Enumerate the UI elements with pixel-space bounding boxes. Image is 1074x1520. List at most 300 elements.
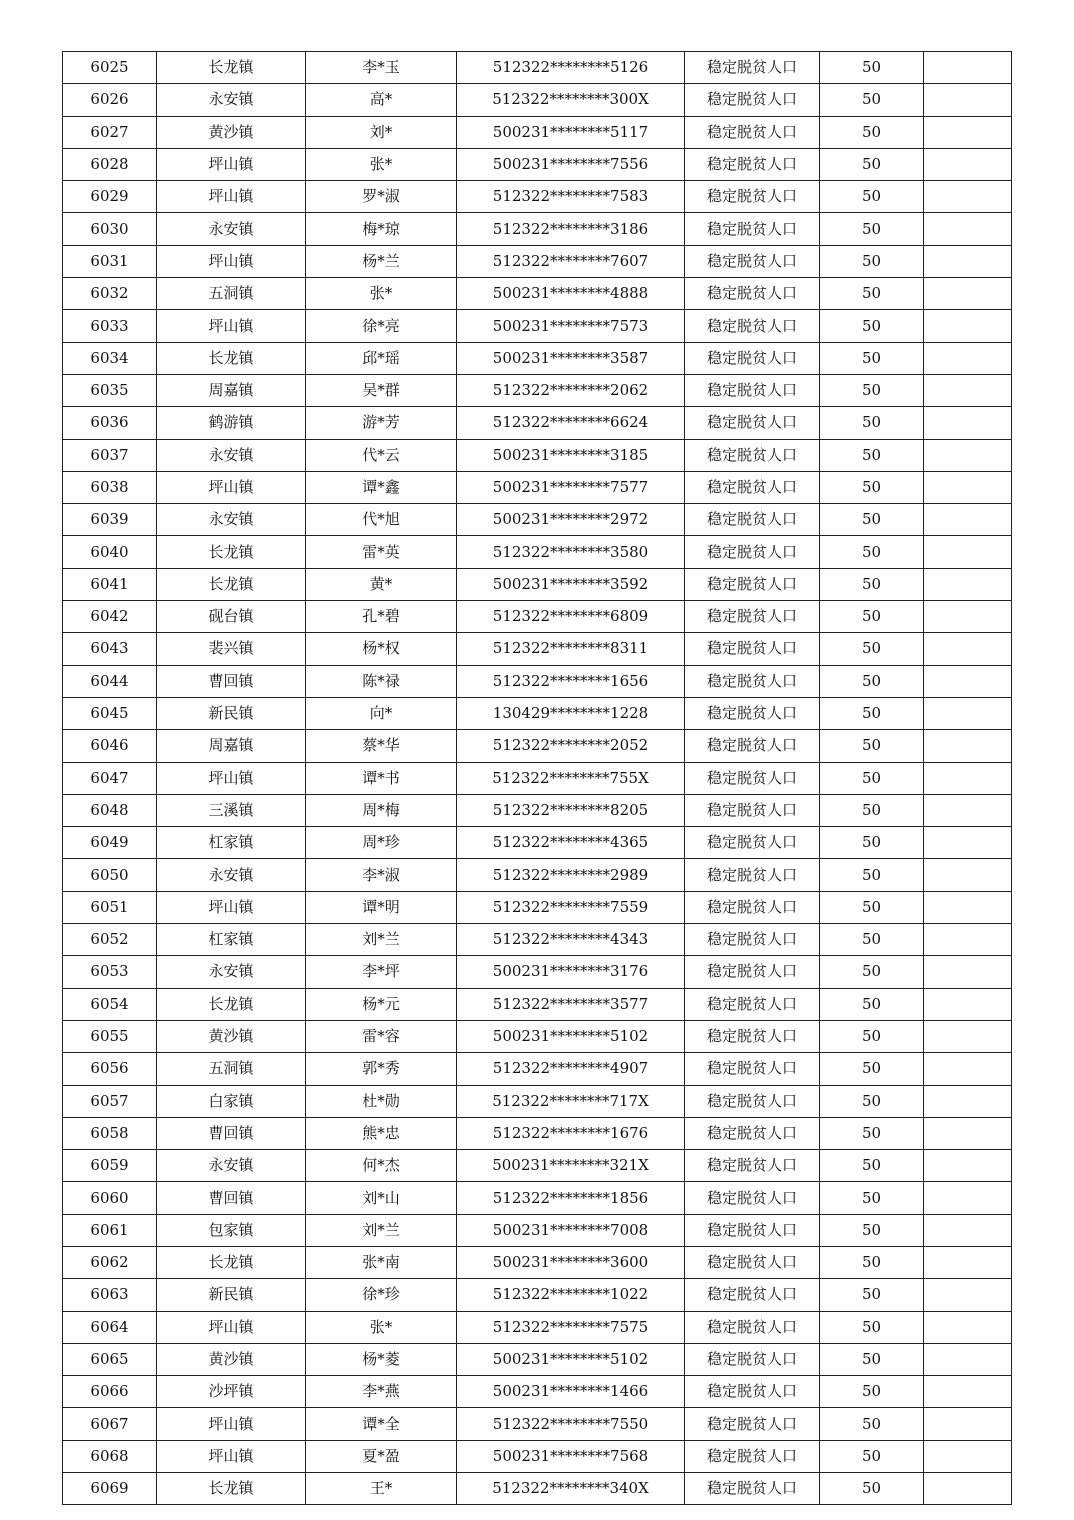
- name-cell: 代*旭: [306, 504, 457, 536]
- name-cell: 张*南: [306, 1246, 457, 1278]
- town-cell: 坪山镇: [157, 148, 306, 180]
- town-cell: 包家镇: [157, 1214, 306, 1246]
- table-row: [63, 762, 1012, 794]
- category-cell: 稳定脱贫人口: [685, 1020, 820, 1052]
- remark-cell: [924, 665, 1012, 697]
- town-cell: 长龙镇: [157, 52, 306, 84]
- town-cell: 坪山镇: [157, 1311, 306, 1343]
- amount-cell: 50: [820, 1246, 924, 1278]
- table-row: [63, 407, 1012, 439]
- table-row: [63, 1150, 1012, 1182]
- remark-cell: [924, 859, 1012, 891]
- id-number-cell: 512322********3186: [457, 213, 685, 245]
- name-cell: 黄*: [306, 568, 457, 600]
- town-cell: 坪山镇: [157, 1440, 306, 1472]
- table-row: [63, 1279, 1012, 1311]
- town-cell: 沙坪镇: [157, 1376, 306, 1408]
- serial-cell: 6069: [63, 1473, 157, 1505]
- amount-cell: 50: [820, 665, 924, 697]
- town-cell: 永安镇: [157, 213, 306, 245]
- name-cell: 周*珍: [306, 827, 457, 859]
- remark-cell: [924, 84, 1012, 116]
- remark-cell: [924, 536, 1012, 568]
- id-number-cell: 512322********7575: [457, 1311, 685, 1343]
- table-row: [63, 859, 1012, 891]
- id-number-cell: 512322********5126: [457, 52, 685, 84]
- town-cell: 曹回镇: [157, 1117, 306, 1149]
- table-row: [63, 310, 1012, 342]
- id-number-cell: 500231********5102: [457, 1020, 685, 1052]
- id-number-cell: 500231********3587: [457, 342, 685, 374]
- name-cell: 李*坪: [306, 956, 457, 988]
- serial-cell: 6030: [63, 213, 157, 245]
- category-cell: 稳定脱贫人口: [685, 536, 820, 568]
- name-cell: 李*淑: [306, 859, 457, 891]
- table-row: [63, 601, 1012, 633]
- name-cell: 刘*兰: [306, 1214, 457, 1246]
- amount-cell: 50: [820, 374, 924, 406]
- amount-cell: 50: [820, 697, 924, 729]
- serial-cell: 6054: [63, 988, 157, 1020]
- table-row: [63, 924, 1012, 956]
- serial-cell: 6067: [63, 1408, 157, 1440]
- amount-cell: 50: [820, 1473, 924, 1505]
- id-number-cell: 512322********1656: [457, 665, 685, 697]
- serial-cell: 6034: [63, 342, 157, 374]
- remark-cell: [924, 762, 1012, 794]
- serial-cell: 6063: [63, 1279, 157, 1311]
- name-cell: 梅*琼: [306, 213, 457, 245]
- remark-cell: [924, 568, 1012, 600]
- amount-cell: 50: [820, 1408, 924, 1440]
- id-number-cell: 512322********3580: [457, 536, 685, 568]
- amount-cell: 50: [820, 859, 924, 891]
- category-cell: 稳定脱贫人口: [685, 1311, 820, 1343]
- id-number-cell: 500231********4888: [457, 278, 685, 310]
- name-cell: 张*: [306, 1311, 457, 1343]
- town-cell: 新民镇: [157, 1279, 306, 1311]
- remark-cell: [924, 1117, 1012, 1149]
- table-row: [63, 827, 1012, 859]
- amount-cell: 50: [820, 568, 924, 600]
- serial-cell: 6056: [63, 1053, 157, 1085]
- amount-cell: 50: [820, 1279, 924, 1311]
- town-cell: 永安镇: [157, 504, 306, 536]
- amount-cell: 50: [820, 1182, 924, 1214]
- name-cell: 熊*忠: [306, 1117, 457, 1149]
- name-cell: 杨*元: [306, 988, 457, 1020]
- remark-cell: [924, 1473, 1012, 1505]
- table-row: [63, 52, 1012, 84]
- amount-cell: 50: [820, 633, 924, 665]
- table-row: [63, 536, 1012, 568]
- table-row: [63, 471, 1012, 503]
- id-number-cell: 500231********7008: [457, 1214, 685, 1246]
- table-row: [63, 116, 1012, 148]
- name-cell: 高*: [306, 84, 457, 116]
- town-cell: 坪山镇: [157, 310, 306, 342]
- remark-cell: [924, 1343, 1012, 1375]
- serial-cell: 6046: [63, 730, 157, 762]
- table-row: [63, 665, 1012, 697]
- town-cell: 永安镇: [157, 956, 306, 988]
- name-cell: 谭*书: [306, 762, 457, 794]
- remark-cell: [924, 116, 1012, 148]
- serial-cell: 6036: [63, 407, 157, 439]
- category-cell: 稳定脱贫人口: [685, 1279, 820, 1311]
- serial-cell: 6039: [63, 504, 157, 536]
- serial-cell: 6052: [63, 924, 157, 956]
- category-cell: 稳定脱贫人口: [685, 924, 820, 956]
- name-cell: 吴*群: [306, 374, 457, 406]
- id-number-cell: 512322********7607: [457, 245, 685, 277]
- category-cell: 稳定脱贫人口: [685, 84, 820, 116]
- amount-cell: 50: [820, 601, 924, 633]
- serial-cell: 6033: [63, 310, 157, 342]
- town-cell: 长龙镇: [157, 342, 306, 374]
- remark-cell: [924, 1408, 1012, 1440]
- category-cell: 稳定脱贫人口: [685, 601, 820, 633]
- name-cell: 刘*兰: [306, 924, 457, 956]
- name-cell: 陈*禄: [306, 665, 457, 697]
- name-cell: 李*燕: [306, 1376, 457, 1408]
- category-cell: 稳定脱贫人口: [685, 988, 820, 1020]
- category-cell: 稳定脱贫人口: [685, 1214, 820, 1246]
- id-number-cell: 500231********3592: [457, 568, 685, 600]
- category-cell: 稳定脱贫人口: [685, 1440, 820, 1472]
- remark-cell: [924, 1376, 1012, 1408]
- id-number-cell: 500231********1466: [457, 1376, 685, 1408]
- name-cell: 杜*勋: [306, 1085, 457, 1117]
- serial-cell: 6047: [63, 762, 157, 794]
- category-cell: 稳定脱贫人口: [685, 52, 820, 84]
- town-cell: 新民镇: [157, 697, 306, 729]
- town-cell: 坪山镇: [157, 245, 306, 277]
- amount-cell: 50: [820, 1117, 924, 1149]
- town-cell: 三溪镇: [157, 794, 306, 826]
- amount-cell: 50: [820, 827, 924, 859]
- name-cell: 谭*鑫: [306, 471, 457, 503]
- name-cell: 游*芳: [306, 407, 457, 439]
- table-row: [63, 1376, 1012, 1408]
- town-cell: 永安镇: [157, 859, 306, 891]
- town-cell: 周嘉镇: [157, 730, 306, 762]
- serial-cell: 6051: [63, 891, 157, 923]
- remark-cell: [924, 601, 1012, 633]
- category-cell: 稳定脱贫人口: [685, 1150, 820, 1182]
- table-row: [63, 504, 1012, 536]
- town-cell: 杠家镇: [157, 827, 306, 859]
- remark-cell: [924, 1085, 1012, 1117]
- serial-cell: 6048: [63, 794, 157, 826]
- category-cell: 稳定脱贫人口: [685, 730, 820, 762]
- remark-cell: [924, 407, 1012, 439]
- table-row: [63, 1408, 1012, 1440]
- remark-cell: [924, 956, 1012, 988]
- serial-cell: 6045: [63, 697, 157, 729]
- category-cell: 稳定脱贫人口: [685, 891, 820, 923]
- remark-cell: [924, 891, 1012, 923]
- amount-cell: 50: [820, 310, 924, 342]
- id-number-cell: 512322********717X: [457, 1085, 685, 1117]
- category-cell: 稳定脱贫人口: [685, 665, 820, 697]
- category-cell: 稳定脱贫人口: [685, 1408, 820, 1440]
- town-cell: 白家镇: [157, 1085, 306, 1117]
- serial-cell: 6066: [63, 1376, 157, 1408]
- amount-cell: 50: [820, 1311, 924, 1343]
- name-cell: 谭*明: [306, 891, 457, 923]
- remark-cell: [924, 1020, 1012, 1052]
- name-cell: 代*云: [306, 439, 457, 471]
- town-cell: 砚台镇: [157, 601, 306, 633]
- amount-cell: 50: [820, 84, 924, 116]
- amount-cell: 50: [820, 1020, 924, 1052]
- amount-cell: 50: [820, 181, 924, 213]
- remark-cell: [924, 633, 1012, 665]
- id-number-cell: 512322********1856: [457, 1182, 685, 1214]
- category-cell: 稳定脱贫人口: [685, 245, 820, 277]
- table-row: [63, 1473, 1012, 1505]
- category-cell: 稳定脱贫人口: [685, 374, 820, 406]
- remark-cell: [924, 1182, 1012, 1214]
- town-cell: 长龙镇: [157, 568, 306, 600]
- category-cell: 稳定脱贫人口: [685, 439, 820, 471]
- serial-cell: 6057: [63, 1085, 157, 1117]
- serial-cell: 6042: [63, 601, 157, 633]
- table-row: [63, 1343, 1012, 1375]
- remark-cell: [924, 924, 1012, 956]
- table-row: [63, 1246, 1012, 1278]
- amount-cell: 50: [820, 1343, 924, 1375]
- serial-cell: 6062: [63, 1246, 157, 1278]
- table-row: [63, 148, 1012, 180]
- remark-cell: [924, 827, 1012, 859]
- id-number-cell: 500231********7568: [457, 1440, 685, 1472]
- id-number-cell: 500231********5102: [457, 1343, 685, 1375]
- table-row: [63, 245, 1012, 277]
- table-row: [63, 213, 1012, 245]
- id-number-cell: 512322********2062: [457, 374, 685, 406]
- name-cell: 雷*英: [306, 536, 457, 568]
- id-number-cell: 500231********3600: [457, 1246, 685, 1278]
- name-cell: 杨*权: [306, 633, 457, 665]
- table-row: [63, 794, 1012, 826]
- name-cell: 邱*瑶: [306, 342, 457, 374]
- table-row: [63, 374, 1012, 406]
- remark-cell: [924, 730, 1012, 762]
- category-cell: 稳定脱贫人口: [685, 697, 820, 729]
- town-cell: 永安镇: [157, 439, 306, 471]
- category-cell: 稳定脱贫人口: [685, 568, 820, 600]
- town-cell: 黄沙镇: [157, 1020, 306, 1052]
- id-number-cell: 512322********1676: [457, 1117, 685, 1149]
- amount-cell: 50: [820, 471, 924, 503]
- serial-cell: 6064: [63, 1311, 157, 1343]
- table-row: [63, 633, 1012, 665]
- category-cell: 稳定脱贫人口: [685, 1117, 820, 1149]
- remark-cell: [924, 1246, 1012, 1278]
- id-number-cell: 512322********1022: [457, 1279, 685, 1311]
- name-cell: 刘*山: [306, 1182, 457, 1214]
- name-cell: 杨*菱: [306, 1343, 457, 1375]
- amount-cell: 50: [820, 439, 924, 471]
- remark-cell: [924, 148, 1012, 180]
- serial-cell: 6038: [63, 471, 157, 503]
- remark-cell: [924, 1311, 1012, 1343]
- table-row: [63, 988, 1012, 1020]
- id-number-cell: 512322********340X: [457, 1473, 685, 1505]
- id-number-cell: 500231********7556: [457, 148, 685, 180]
- name-cell: 刘*: [306, 116, 457, 148]
- amount-cell: 50: [820, 1440, 924, 1472]
- remark-cell: [924, 471, 1012, 503]
- name-cell: 杨*兰: [306, 245, 457, 277]
- table-row: [63, 956, 1012, 988]
- id-number-cell: 512322********6809: [457, 601, 685, 633]
- category-cell: 稳定脱贫人口: [685, 827, 820, 859]
- id-number-cell: 500231********3176: [457, 956, 685, 988]
- table-row: [63, 1020, 1012, 1052]
- category-cell: 稳定脱贫人口: [685, 1343, 820, 1375]
- amount-cell: 50: [820, 988, 924, 1020]
- category-cell: 稳定脱贫人口: [685, 1182, 820, 1214]
- table-row: [63, 1440, 1012, 1472]
- name-cell: 雷*容: [306, 1020, 457, 1052]
- serial-cell: 6068: [63, 1440, 157, 1472]
- remark-cell: [924, 1279, 1012, 1311]
- town-cell: 坪山镇: [157, 891, 306, 923]
- serial-cell: 6032: [63, 278, 157, 310]
- id-number-cell: 500231********321X: [457, 1150, 685, 1182]
- amount-cell: 50: [820, 1150, 924, 1182]
- category-cell: 稳定脱贫人口: [685, 181, 820, 213]
- category-cell: 稳定脱贫人口: [685, 148, 820, 180]
- town-cell: 五洞镇: [157, 278, 306, 310]
- serial-cell: 6060: [63, 1182, 157, 1214]
- amount-cell: 50: [820, 278, 924, 310]
- amount-cell: 50: [820, 342, 924, 374]
- id-number-cell: 500231********2972: [457, 504, 685, 536]
- category-cell: 稳定脱贫人口: [685, 1053, 820, 1085]
- id-number-cell: 512322********7559: [457, 891, 685, 923]
- name-cell: 谭*全: [306, 1408, 457, 1440]
- remark-cell: [924, 697, 1012, 729]
- name-cell: 郭*秀: [306, 1053, 457, 1085]
- id-number-cell: 500231********5117: [457, 116, 685, 148]
- town-cell: 长龙镇: [157, 1473, 306, 1505]
- serial-cell: 6026: [63, 84, 157, 116]
- table-row: [63, 1182, 1012, 1214]
- remark-cell: [924, 439, 1012, 471]
- serial-cell: 6037: [63, 439, 157, 471]
- serial-cell: 6049: [63, 827, 157, 859]
- name-cell: 李*玉: [306, 52, 457, 84]
- serial-cell: 6050: [63, 859, 157, 891]
- town-cell: 曹回镇: [157, 1182, 306, 1214]
- category-cell: 稳定脱贫人口: [685, 859, 820, 891]
- serial-cell: 6044: [63, 665, 157, 697]
- remark-cell: [924, 278, 1012, 310]
- name-cell: 徐*珍: [306, 1279, 457, 1311]
- town-cell: 黄沙镇: [157, 1343, 306, 1375]
- id-number-cell: 512322********755X: [457, 762, 685, 794]
- town-cell: 坪山镇: [157, 471, 306, 503]
- table-row: [63, 1214, 1012, 1246]
- town-cell: 坪山镇: [157, 1408, 306, 1440]
- id-number-cell: 512322********7583: [457, 181, 685, 213]
- serial-cell: 6027: [63, 116, 157, 148]
- serial-cell: 6040: [63, 536, 157, 568]
- roster-body: [63, 52, 1012, 1505]
- town-cell: 裴兴镇: [157, 633, 306, 665]
- category-cell: 稳定脱贫人口: [685, 116, 820, 148]
- category-cell: 稳定脱贫人口: [685, 1473, 820, 1505]
- remark-cell: [924, 1440, 1012, 1472]
- name-cell: 向*: [306, 697, 457, 729]
- category-cell: 稳定脱贫人口: [685, 1246, 820, 1278]
- serial-cell: 6061: [63, 1214, 157, 1246]
- id-number-cell: 500231********7573: [457, 310, 685, 342]
- name-cell: 蔡*华: [306, 730, 457, 762]
- id-number-cell: 512322********4343: [457, 924, 685, 956]
- roster-table: [62, 51, 1012, 1505]
- amount-cell: 50: [820, 924, 924, 956]
- table-row: [63, 891, 1012, 923]
- category-cell: 稳定脱贫人口: [685, 762, 820, 794]
- table-row: [63, 1311, 1012, 1343]
- serial-cell: 6035: [63, 374, 157, 406]
- amount-cell: 50: [820, 794, 924, 826]
- serial-cell: 6055: [63, 1020, 157, 1052]
- remark-cell: [924, 988, 1012, 1020]
- serial-cell: 6025: [63, 52, 157, 84]
- name-cell: 何*杰: [306, 1150, 457, 1182]
- amount-cell: 50: [820, 1376, 924, 1408]
- id-number-cell: 512322********300X: [457, 84, 685, 116]
- remark-cell: [924, 245, 1012, 277]
- name-cell: 王*: [306, 1473, 457, 1505]
- category-cell: 稳定脱贫人口: [685, 794, 820, 826]
- remark-cell: [924, 342, 1012, 374]
- name-cell: 罗*淑: [306, 181, 457, 213]
- amount-cell: 50: [820, 1085, 924, 1117]
- serial-cell: 6059: [63, 1150, 157, 1182]
- amount-cell: 50: [820, 1214, 924, 1246]
- category-cell: 稳定脱贫人口: [685, 504, 820, 536]
- town-cell: 长龙镇: [157, 536, 306, 568]
- town-cell: 鹤游镇: [157, 407, 306, 439]
- id-number-cell: 500231********7577: [457, 471, 685, 503]
- category-cell: 稳定脱贫人口: [685, 213, 820, 245]
- table-row: [63, 181, 1012, 213]
- amount-cell: 50: [820, 504, 924, 536]
- id-number-cell: 500231********3185: [457, 439, 685, 471]
- amount-cell: 50: [820, 116, 924, 148]
- table-row: [63, 84, 1012, 116]
- town-cell: 永安镇: [157, 84, 306, 116]
- category-cell: 稳定脱贫人口: [685, 633, 820, 665]
- town-cell: 曹回镇: [157, 665, 306, 697]
- amount-cell: 50: [820, 213, 924, 245]
- name-cell: 张*: [306, 148, 457, 180]
- serial-cell: 6065: [63, 1343, 157, 1375]
- name-cell: 夏*盈: [306, 1440, 457, 1472]
- category-cell: 稳定脱贫人口: [685, 471, 820, 503]
- remark-cell: [924, 794, 1012, 826]
- amount-cell: 50: [820, 245, 924, 277]
- category-cell: 稳定脱贫人口: [685, 278, 820, 310]
- table-row: [63, 278, 1012, 310]
